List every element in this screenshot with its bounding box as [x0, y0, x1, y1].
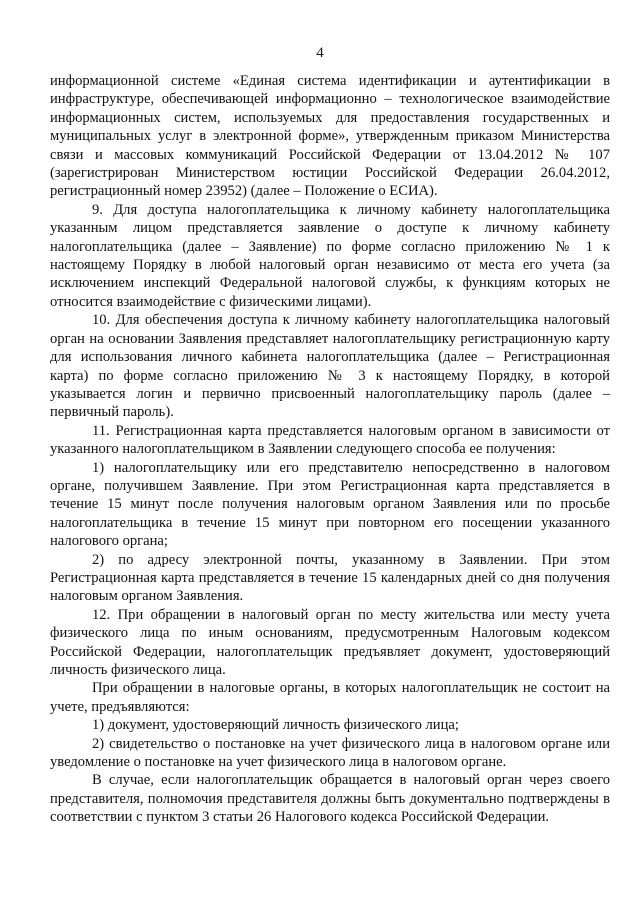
page-number: 4 — [316, 45, 324, 61]
document-body — [50, 72, 610, 827]
paragraph-11-item-2: 2) по адресу электронной почты, указанному в Заявлении. При этом Регистрационная карта представляется в течение 15 календарных дней со дня получения налоговым органом Заявления. — [50, 551, 610, 605]
paragraph-esia-reference: информационной системе «Единая система идентификации и аутентификации в инфраструктуре, обеспечивающей информационно – технологическое взаимодействие информационных систем, используемых для предоставления государственных и муниципальных услуг в электронной форме», утвержденным приказом Министерства связи и массовых коммуникаций Российской Федерации от 13.04.2012 № 107 (зарегистрирован Министерством юстиции Российской Федерации 26.04.2012, регистрационный номер 23952) (далее – Положение о ЕСИА). — [50, 73, 610, 200]
paragraph-12-item-1: 1) документ, удостоверяющий личность физического лица; — [92, 717, 459, 734]
paragraph-10: 10. Для обеспечения доступа к личному кабинету налогоплательщика налоговый орган на основании Заявления представляет налогоплательщику регистрационную карту для использования личного кабинета налогоплательщика (далее – Регистрационная карта) по форме согласно приложению № 3 к настоящему Порядку, в которой указывается логин и первично присвоенный налогоплательщику пароль (далее – первичный пароль). — [50, 312, 610, 421]
paragraph-12-representative: В случае, если налогоплательщик обращается в налоговый орган через своего представителя, полномочия представителя должны быть документально подтверждены в соответствии с пунктом 3 статьи 26 Налогового кодекса Российской Федерации. — [50, 772, 610, 826]
paragraph-9: 9. Для доступа налогоплательщика к личному кабинету налогоплательщика указанным лицом представляется заявление о доступе к личному кабинету налогоплательщика (далее – Заявление) по форме согласно приложению № 1 к настоящему Порядку в любой налоговый орган независимо от места его учета (за исключением инспекций Федеральной налоговой службы, к функциям которых не относится взаимодействие с физическими лицами). — [50, 201, 610, 310]
paragraph-12-item-2: 2) свидетельство о постановке на учет физического лица в налоговом органе или уведомление о постановке на учет физического лица в налоговом органе. — [50, 735, 610, 771]
paragraph-12: 12. При обращении в налоговый орган по месту жительства или месту учета физического лица по иным основаниям, предусмотренным Налоговым кодексом Российской Федерации, налогоплательщик предъявляет документ, удостоверяющий личность физического лица. — [50, 606, 610, 678]
paragraph-11-item-1: 1) налогоплательщику или его представителю непосредственно в налоговом органе, получившем Заявление. При этом Регистрационная карта представляется в течение 15 минут после получения налоговым органом Заявления или по просьбе налогоплательщика в течение 15 минут при повторном его посещении указанного налогового органа; — [50, 459, 610, 550]
paragraph-12-other-offices: При обращении в налоговые органы, в которых налогоплательщик не состоит на учете, предъявляются: — [50, 680, 610, 715]
paragraph-11: 11. Регистрационная карта представляется налоговым органом в зависимости от указанного налогоплательщиком в Заявлении следующего способа ее получения: — [50, 422, 610, 458]
